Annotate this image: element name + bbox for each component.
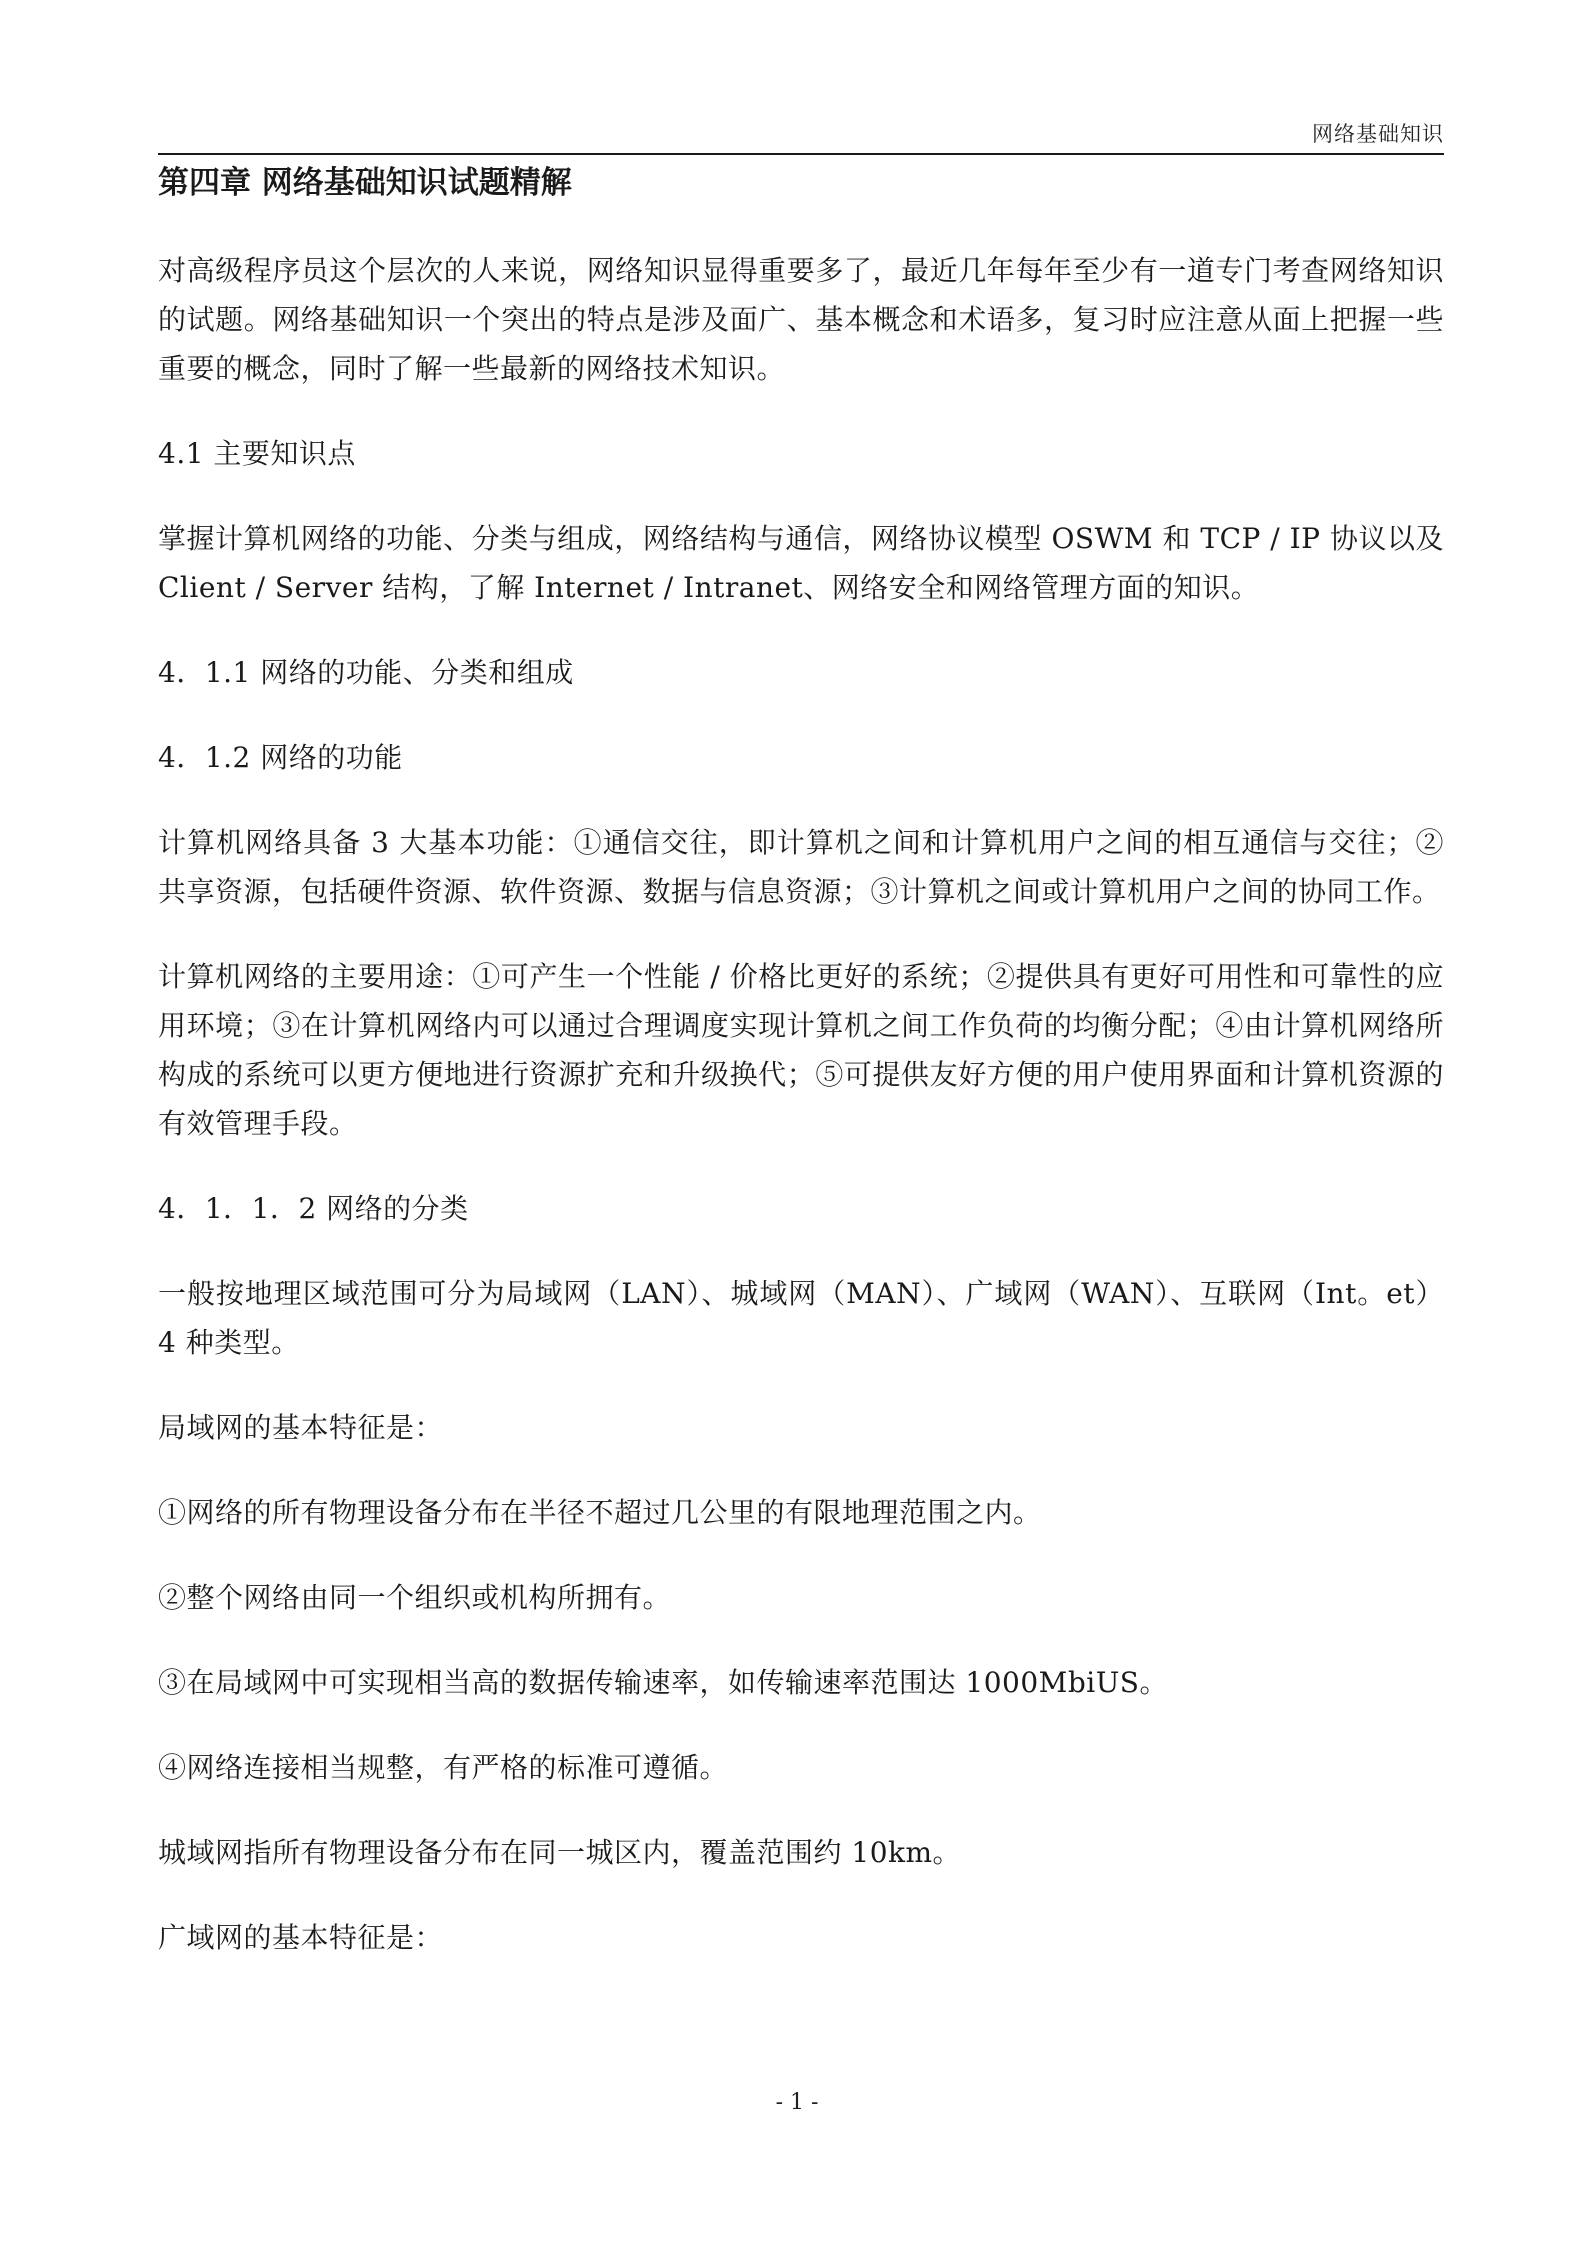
section-4-1-body: 掌握计算机网络的功能、分类与组成，网络结构与通信，网络协议模型 OSWM 和 TCP / IP 协议以及 Client / Server 结构，了解 Internet / Intranet、网络安全和网络管理方面的知识。 <box>158 522 1444 604</box>
lan-item: ①网络的所有物理设备分布在半径不超过几公里的有限地理范围之内。 <box>158 1496 1042 1529</box>
man-description: 城域网指所有物理设备分布在同一城区内，覆盖范围约 10km。 <box>158 1836 962 1869</box>
wan-intro: 广域网的基本特征是： <box>158 1921 444 1954</box>
lan-item: ③在局域网中可实现相当高的数据传输速率，如传输速率范围达 1000MbiUS。 <box>158 1666 1168 1699</box>
page-number: - 1 - <box>775 2090 819 2115</box>
lan-item: ④网络连接相当规整，有严格的标准可遵循。 <box>158 1751 729 1784</box>
page-content <box>158 160 1444 1998</box>
intro-paragraph: 对高级程序员这个层次的人来说，网络知识显得重要多了，最近几年每年至少有一道专门考查网络知识的试题。网络基础知识一个突出的特点是涉及面广、基本概念和术语多，复习时应注意从面上把握一些重要的概念，同时了解一些最新的网络技术知识。 <box>158 254 1444 385</box>
section-4-1-1-2-body: 一般按地理区域范围可分为局域网（LAN）、城域网（MAN）、广域网（WAN）、互联网（Int。et）4 种类型。 <box>158 1277 1444 1359</box>
section-4-1-2-body-functions: 计算机网络具备 3 大基本功能：①通信交往，即计算机之间和计算机用户之间的相互通信与交往；②共享资源，包括硬件资源、软件资源、数据与信息资源；③计算机之间或计算机用户之间的协同工作。 <box>158 826 1444 908</box>
section-heading-4-1: 4.1 主要知识点 <box>158 437 356 470</box>
section-heading-4-1-1: 4．1.1 网络的功能、分类和组成 <box>158 656 574 689</box>
chapter-title: 第四章 网络基础知识试题精解 <box>158 165 572 201</box>
lan-intro: 局域网的基本特征是： <box>158 1411 444 1444</box>
section-heading-4-1-2: 4．1.2 网络的功能 <box>158 741 403 774</box>
section-4-1-2-body-uses: 计算机网络的主要用途：①可产生一个性能 / 价格比更好的系统；②提供具有更好可用性和可靠性的应用环境；③在计算机网络内可以通过合理调度实现计算机之间工作负荷的均衡分配；④由计算机网络所构成的系统可以更方便地进行资源扩充和升级换代；⑤可提供友好方便的用户使用界面和计算机资源的有效管理手段。 <box>158 960 1444 1140</box>
lan-item: ②整个网络由同一个组织或机构所拥有。 <box>158 1581 672 1614</box>
section-heading-4-1-1-2: 4．1．1．2 网络的分类 <box>158 1192 469 1225</box>
running-header: 网络基础知识 <box>1312 122 1444 146</box>
header-rule <box>158 153 1444 155</box>
